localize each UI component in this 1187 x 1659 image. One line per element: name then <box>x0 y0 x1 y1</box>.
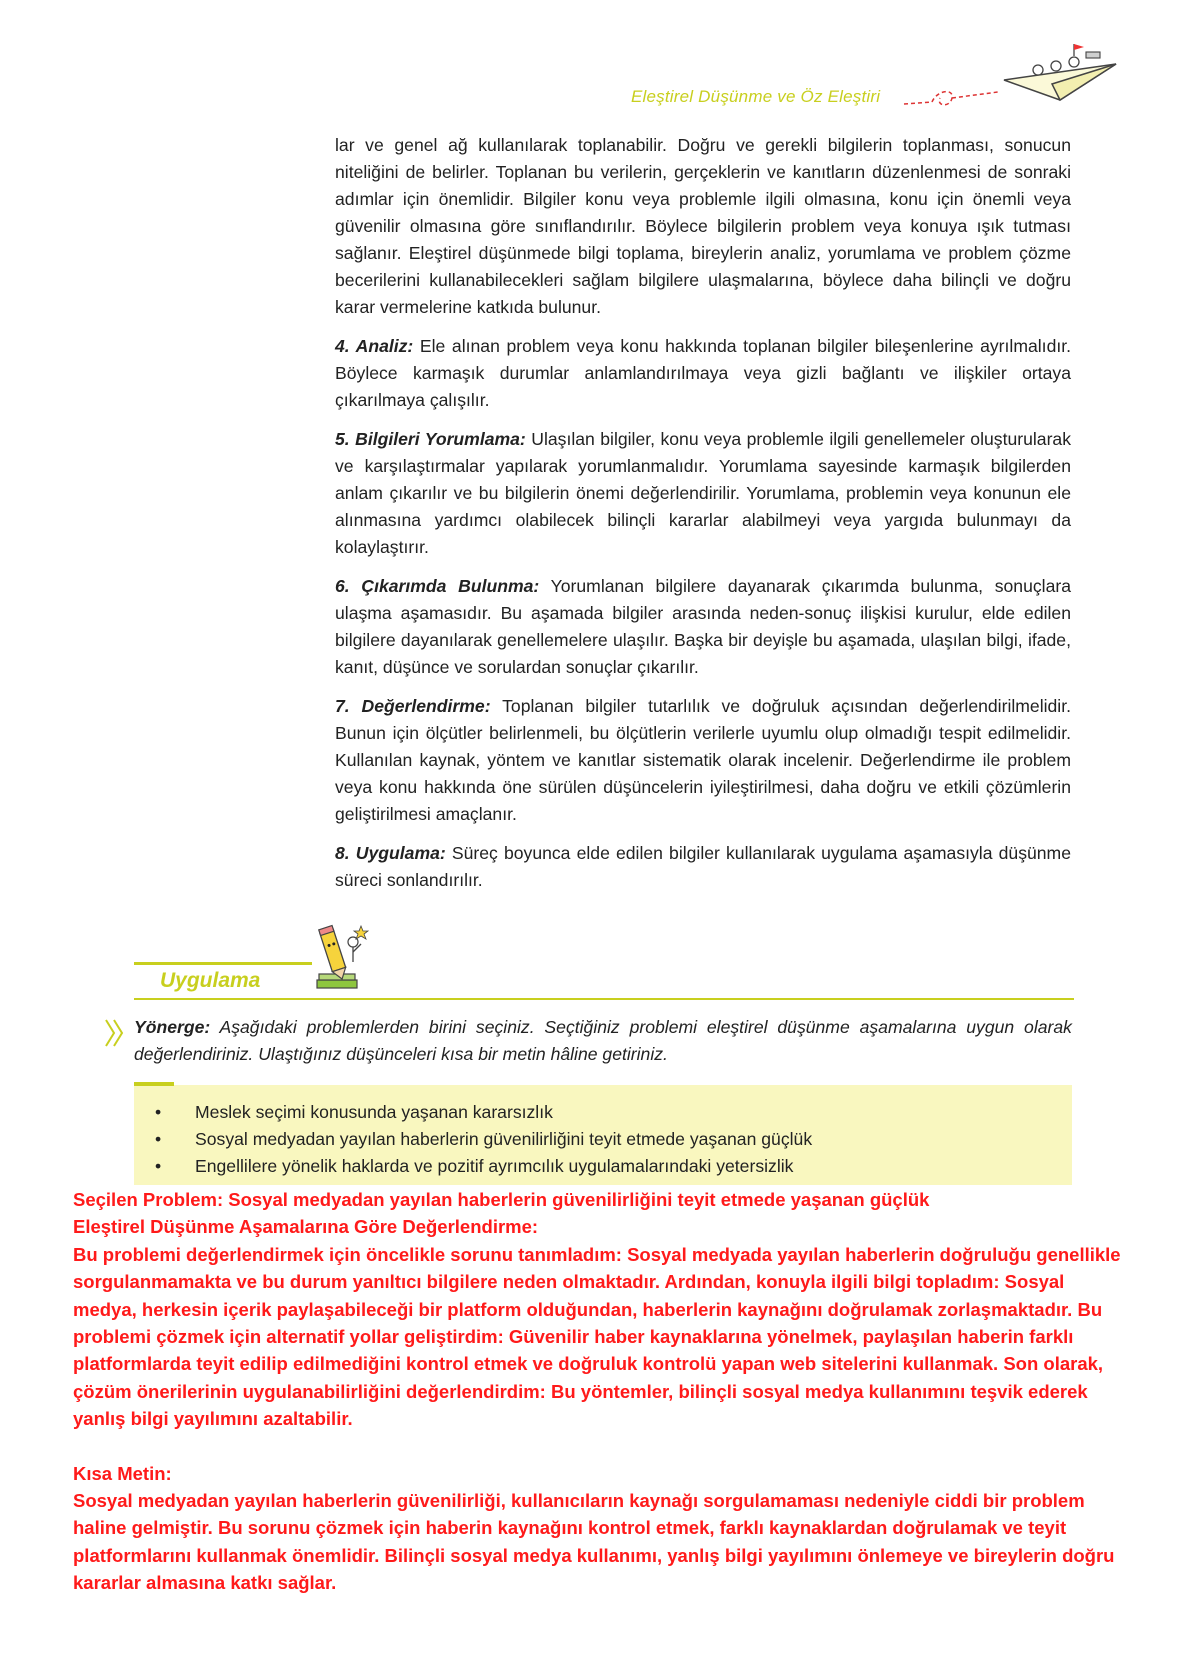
instruction-label: Yönerge: <box>134 1017 211 1037</box>
selected-problem: Seçilen Problem: Sosyal medyadan yayılan haberlerin güvenilirliğini teyit etmede yaşanan güçlük <box>73 1189 930 1210</box>
uygulama-title: Uygulama <box>160 969 261 992</box>
answer-block <box>73 1186 1133 1597</box>
problem-list <box>155 1099 812 1180</box>
spacer <box>73 1433 1133 1460</box>
short-text-heading: Kısa Metin: <box>73 1462 172 1484</box>
paper-plane-icon <box>1000 42 1120 112</box>
section-text: Toplanan bilgiler tutarlılık ve doğruluk açısından değerlendirilmelidir. Bunun için ölçütler belirlenmeli, bu ölçütlerin verilerle uyumlu olup olmadığı tespit edilmelidir. Kullanılan kaynak, yöntem ve kanıtlar sistematik olarak incelenir. Değerlendirme ile problem veya konu hakkında öne sürülen düşüncelerin iyileştirilmesi, daha doğru ve etkili çözümlerin geliştirilmesi amaçlanır. <box>335 696 1071 824</box>
section-heading: 8. Uygulama: <box>335 843 446 863</box>
section-uygulama <box>335 840 1071 894</box>
section-heading: 7. Değerlendirme: <box>335 696 491 716</box>
list-item: • Sosyal medyadan yayılan haberlerin güvenilirliğini teyit etmede yaşanan güçlük <box>155 1126 812 1153</box>
list-item: • Meslek seçimi konusunda yaşanan kararsızlık <box>155 1099 812 1126</box>
section-text: Süreç boyunca elde edilen bilgiler kullanılarak uygulama aşamasıyla düşünme süreci sonlandırılır. <box>335 843 1071 890</box>
evaluation-heading: Eleştirel Düşünme Aşamalarına Göre Değerlendirme: <box>73 1216 539 1238</box>
section-text: Ulaşılan bilgiler, konu veya problemle ilgili genellemeler oluşturularak ve karşılaştırmalar yapılarak yorumlanmalıdır. Yorumlama sayesinde karmaşık bilgilerden anlam çıkarılır ve bu bilgilerin önemi değerlendirilir. Yorumlama, problemin veya konunun ele alınmasına yardımcı olabilecek bilinçli kararlar alabilmeyi veya yargıda bulunmayı da kolaylaştırır. <box>335 429 1072 557</box>
instruction <box>134 1014 1072 1068</box>
uygulama-bottom-rule <box>134 998 1074 1000</box>
double-chevron-icon <box>104 1018 128 1048</box>
section-heading: 4. Analiz: <box>335 336 414 356</box>
list-item: • Engellilere yönelik haklarda ve pozitif ayrımcılık uygulamalarındaki yetersizlik <box>155 1153 812 1180</box>
section-degerlendirme <box>335 693 1071 828</box>
section-text: Ele alınan problem veya konu hakkında toplanan bilgiler bileşenlerine ayrılmalıdır. Böylece karmaşık durumlar anlamlandırılmaya veya gizli bağlantı ve ilişkiler ortaya çıkarılmaya çalışılır. <box>335 336 1072 410</box>
section-heading: 6. Çıkarımda Bulunma: <box>335 576 540 596</box>
intro-paragraph: lar ve genel ağ kullanılarak toplanabilir. Doğru ve gerekli bilgilerin toplanması, sonucun niteliğini de belirler. Toplanan bu verilerin, gerçeklerin ve kanıtların düzenlenmesi de sonraki adımlar için önemlidir. Bilgiler konu veya problemle ilgili olmasına, konu için önemli veya güvenilir olmasına göre sınıflandırılır. Böylece bilgilerin problem veya konuya ışık tutması sağlanır. Eleştirel düşünmede bilgi toplama, bireylerin analiz, yorumlama ve problem çözme becerilerini kullanabilecekleri sağlam bilgilere ulaşmalarına, böylece daha bilinçli ve doğru karar vermelerine katkıda bulunur. <box>335 135 1071 317</box>
section-yorumlama <box>335 426 1071 561</box>
pencil-character-icon <box>313 922 369 994</box>
box-accent-tick <box>134 1082 174 1086</box>
section-heading: 5. Bilgileri Yorumlama: <box>335 429 526 449</box>
section-text: Yorumlanan bilgilere dayanarak çıkarımda bulunma, sonuçlara ulaşma aşamasıdır. Bu aşamada bilgiler arasında neden-sonuç ilişkisi kurulur, elde edilen bilgilere dayanılarak genellemelere ulaşılır. Başka bir deyişle bu aşamada, ulaşılan bilgi, ifade, kanıt, düşünce ve sorulardan sonuçlar çıkarılır. <box>335 576 1071 677</box>
page-header-title: Eleştirel Düşünme ve Öz Eleştiri <box>631 87 881 106</box>
body-text <box>335 132 1071 906</box>
short-text: Sosyal medyadan yayılan haberlerin güvenilirliği, kullanıcıların kaynağı sorgulamaması nedeniyle ciddi bir problem haline gelmiştir. Bu sorunu çözmek için haberin kaynağını kontrol etmek, farklı kaynaklardan doğrulamak ve teyit platformlarını kullanmak önemlidir. Bilinçli sosyal medya kullanımı, yanlış bilgi yayılımını önlemeye ve bireylerin doğru kararlar almasına katkı sağlar. <box>73 1490 1115 1594</box>
section-analiz <box>335 333 1071 414</box>
dotted-swirl-decoration <box>902 82 1002 112</box>
evaluation-text: Bu problemi değerlendirmek için öncelikle sorunu tanımladım: Sosyal medyada yayılan haberlerin doğruluğu genellikle sorgulanmamakta ve bu durum yanıltıcı bilgilere neden olmaktadır. Ardından, konuyla ilgili bilgi topladım: Sosyal medya, herkesin içerik paylaşabileceği bir platform olduğundan, haberlerin kaynağını doğrulamak zorlaşmaktadır. Bu problemi çözmek için alternatif yollar geliştirdim: Güvenilir haber kaynaklarına yönelmek, paylaşılan haberin farklı platformlarda teyit edilip edilmediğini kontrol etmek ve doğruluk kontrolü yapan web sitelerini kullanmak. Son olarak, çözüm önerilerinin uygulanabilirliğini değerlendirdim: Bu yöntemler, bilinçli sosyal medya kullanımını teşvik ederek yanlış bilgi yayılımını azaltabilir. <box>73 1243 1121 1430</box>
instruction-text: Aşağıdaki problemlerden birini seçiniz. Seçtiğiniz problemi eleştirel düşünme aşamalarına uygun olarak değerlendiriniz. Ulaştığınız düşünceleri kısa bir metin hâline getiriniz. <box>134 1017 1072 1064</box>
uygulama-top-rule <box>134 962 312 965</box>
section-cikarim <box>335 573 1071 681</box>
